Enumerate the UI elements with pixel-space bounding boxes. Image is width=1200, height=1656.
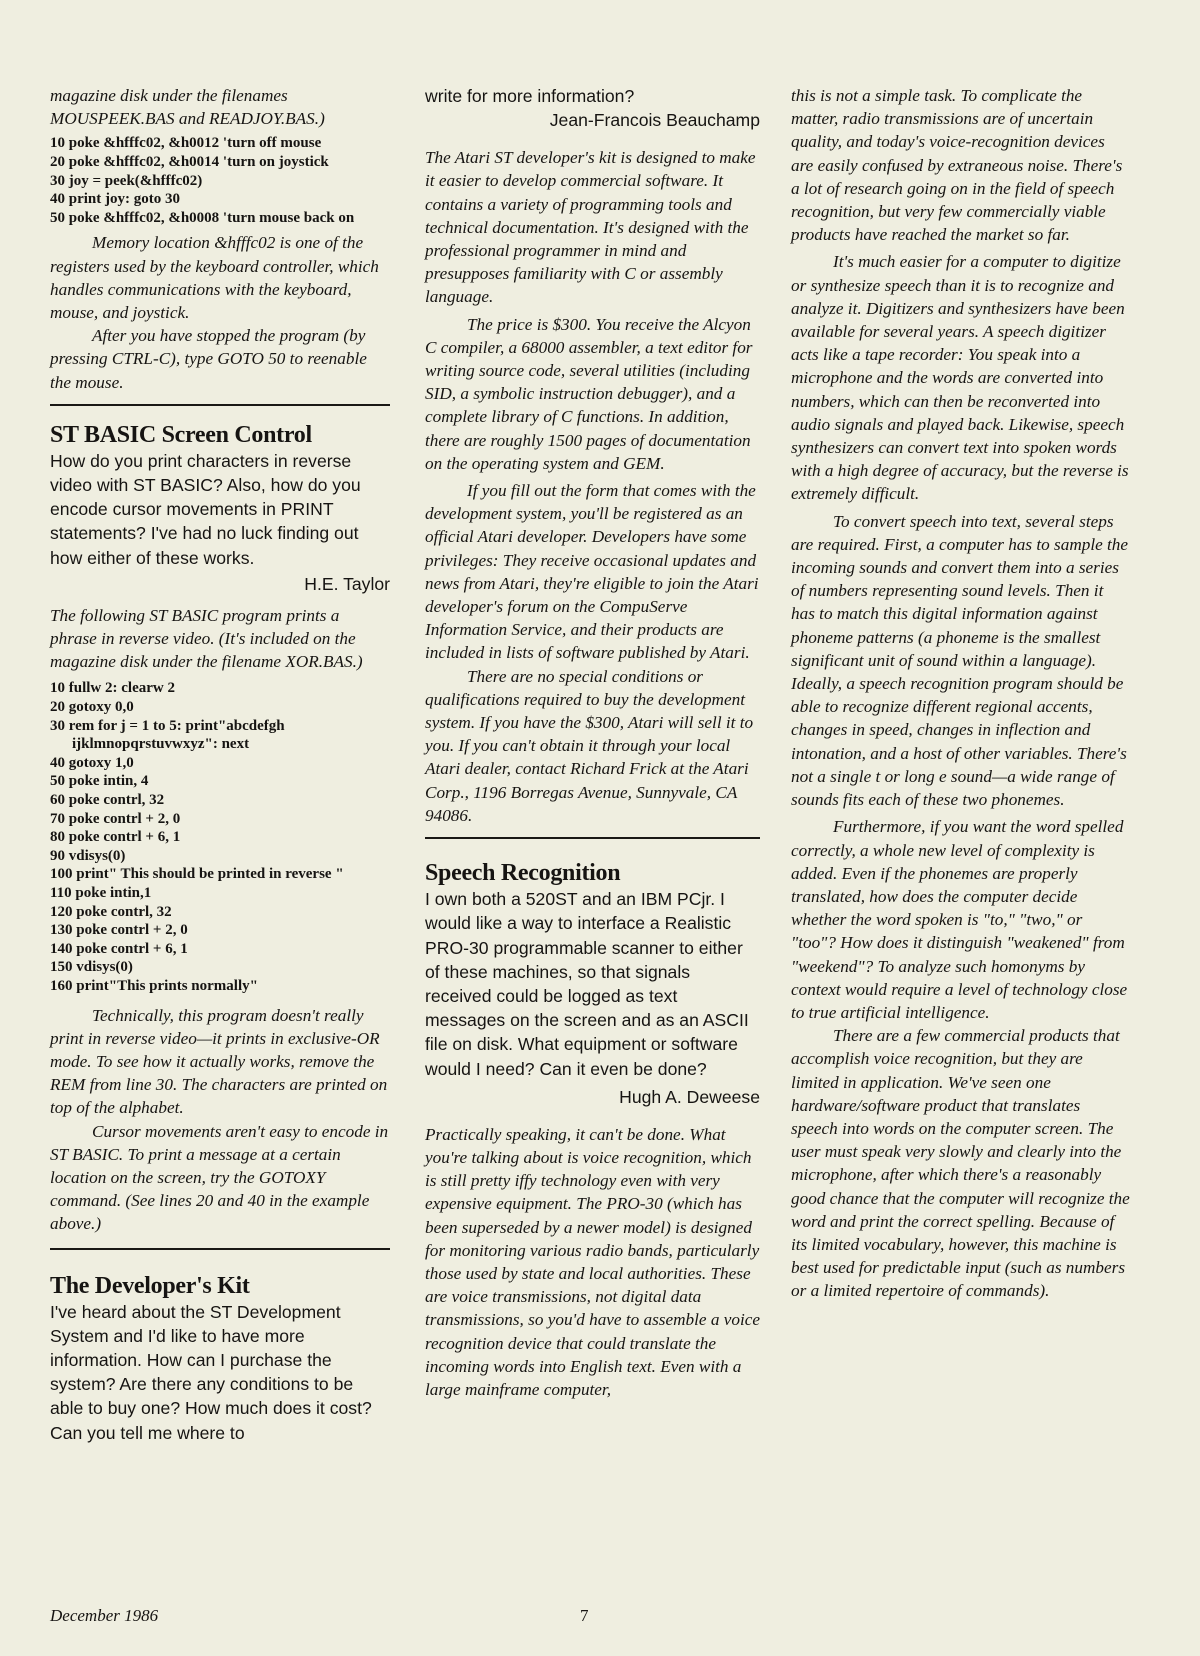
code-line: 30 joy = peek(&hfffc02): [50, 172, 203, 189]
column-1: [50, 84, 390, 1445]
section-divider: [50, 1248, 390, 1250]
code-line: 130 poke contrl + 2, 0: [50, 922, 188, 939]
code-line: 60 poke contrl, 32: [50, 791, 165, 808]
intro-text: magazine disk under the filenames MOUSPEEK.BAS and READJOY.BAS.): [50, 86, 325, 129]
code-line: 30 rem for j = 1 to 5: print"abcdefgh ijklmnopqrstuvwxyz": next: [50, 717, 285, 753]
section-divider: [50, 404, 390, 406]
reader-question-end: write for more information?: [425, 86, 635, 106]
code-line: 10 poke &hfffc02, &h0012 'turn off mouse: [50, 135, 322, 152]
paragraph: Cursor movements aren't easy to encode in ST BASIC. To print a message at a certain location on the screen, try the GOTOXY command. (See lines 20 and 40 in the example above.): [50, 1121, 389, 1234]
answer-paragraph: The Atari ST developer's kit is designed to make it easier to develop commercial software. It contains a variety of programming tools and technical documentation. It's designed with the professional programmer in mind and presupposes familiarity with C or assembly language.: [425, 148, 756, 307]
code-line: 80 poke contrl + 6, 1: [50, 829, 181, 846]
paragraph: There are no special conditions or qualifications required to buy the development system. If you have the $300, Atari will sell it to you. If you can't obtain it through your local Atari dealer, contact Richard Frick at the Atari Corp., 1196 Borregas Avenue, Sunnyvale, CA 94086.: [425, 666, 754, 825]
code-line: 50 poke &hfffc02, &h0008 'turn mouse back on: [50, 209, 355, 226]
code-line: 40 gotoxy 1,0: [50, 754, 134, 771]
reader-question: I've heard about the ST Development System and I'd like to have more information. How can I purchase the system? Are there any conditions to be able to buy one? How much does it cost? Can you tell me where to: [50, 1301, 372, 1443]
code-line: 140 poke contrl + 6, 1: [50, 940, 188, 957]
code-line: 120 poke contrl, 32: [50, 903, 172, 920]
paragraph: To convert speech into text, several steps are required. First, a computer has to sample the incoming sounds and convert them into a series of numbers representing sound levels. Then it has to match this digital information against phoneme patterns (a phoneme is the smallest significant unit of sound within a language). Ideally, a speech recognition program should be able to recognize different regional accents, changes in speed, changes in inflection and intonation, and a host of other variables. There's not a single t or long e sound—a wide range of sounds fits each of these two phonemes.: [791, 511, 1129, 810]
paragraph: Furthermore, if you want the word spelled correctly, a whole new level of complexity is added. Even if the phonemes are properly translated, how does the computer decide whether the word spoken is "to," "two," or "too"? How does it distinguish "weakened" from "weekend"? To analyze such homonyms by context would require a level of technology close to true artificial intelligence.: [791, 817, 1128, 1022]
paragraph: If you fill out the form that comes with the development system, you'll be registered as an official Atari developer. Developers have some privileges: They receive occasional updates and news from Atari, they're eligible to join the Atari developer's forum on the CompuServe Information Service, and their products are included in lists of software published by Atari.: [425, 481, 759, 663]
reader-question: I own both a 520ST and an IBM PCjr. I would like a way to interface a Realistic PRO-30 programmable scanner to either of these machines, so that signals received could be logged as text messages on the screen and as an ASCII file on disk. What equipment or software would I need? Can it even be done?: [425, 889, 749, 1079]
section-heading-developers-kit: The Developer's Kit: [50, 1272, 250, 1299]
code-line: 10 fullw 2: clearw 2: [50, 680, 175, 697]
code-line: 110 poke intin,1: [50, 884, 152, 901]
code-line: 40 print joy: goto 30: [50, 191, 180, 208]
question-signature: Hugh A. Deweese: [619, 1086, 760, 1107]
column-2: [425, 84, 760, 1401]
code-line: 160 print"This prints normally": [50, 977, 258, 994]
answer-paragraph: Practically speaking, it can't be done. What you're talking about is voice recognition, which is still pretty iffy technology even with very expensive equipment. The PRO-30 (which has been superseded by a newer model) is designed for monitoring various radio bands, particularly those used by state and local authorities. These are voice transmissions, not digital data transmissions, so you'd have to assemble a voice recognition device that could translate the incoming words into English text. Even with a large mainframe computer,: [425, 1124, 760, 1399]
code-line: 50 poke intin, 4: [50, 773, 149, 790]
answer-paragraph: The following ST BASIC program prints a phrase in reverse video. (It's included on the magazine disk under the filename XOR.BAS.): [50, 605, 363, 672]
paragraph: After you have stopped the program (by pressing CTRL-C), type GOTO 50 to reenable the mouse.: [50, 326, 367, 392]
section-heading-screen-control: ST BASIC Screen Control: [50, 421, 312, 448]
code-line: 150 vdisys(0): [50, 959, 133, 976]
code-line: 20 gotoxy 0,0: [50, 699, 134, 716]
paragraph: Memory location &hfffc02 is one of the registers used by the keyboard controller, which handles communications with the keyboard, mouse, and joystick.: [50, 233, 379, 322]
code-listing-mouse: [50, 134, 390, 227]
code-line: 20 poke &hfffc02, &h0014 'turn on joystick: [50, 154, 329, 170]
issue-date: December 1986: [50, 1606, 159, 1625]
paragraph: Technically, this program doesn't really print in reverse video—it prints in exclusive-OR mode. To see how it actually works, remove the REM from line 30. The characters are printed on top of the alphabet.: [50, 1005, 388, 1118]
paragraph: this is not a simple task. To complicate the matter, radio transmissions are of uncertain quality, and today's voice-recognition devices are easily confused by extraneous noise. There's a lot of research going on in the field of speech recognition, but very few commercially viable products have reached the market so far.: [791, 86, 1123, 245]
reader-question: How do you print characters in reverse video with ST BASIC? Also, how do you encode cursor movements in PRINT statements? I've had no luck finding out how either of these works.: [50, 450, 361, 568]
question-signature: H.E. Taylor: [304, 573, 390, 594]
code-line: 90 vdisys(0): [50, 847, 126, 864]
code-line: 100 print" This should be printed in reverse ": [50, 866, 344, 883]
code-line: 70 poke contrl + 2, 0: [50, 810, 181, 827]
paragraph: There are a few commercial products that accomplish voice recognition, but they are limited in application. We've seen one hardware/software product that translates speech into words on the computer screen. The user must speak very slowly and clearly into the microphone, after which there's a reasonably good chance that the computer will recognize the word and print the correct spelling. Because of its limited vocabulary, however, this machine is best used for predictable input (such as numbers or a limited repertoire of commands).: [791, 1026, 1130, 1301]
column-3: [791, 84, 1131, 1303]
page-number: 7: [580, 1606, 589, 1625]
question-signature: Jean-Francois Beauchamp: [549, 110, 760, 131]
section-heading-speech-recognition: Speech Recognition: [425, 860, 621, 887]
code-listing-xor: [50, 679, 390, 995]
section-divider: [425, 837, 760, 839]
paragraph: The price is $300. You receive the Alcyon C compiler, a 68000 assembler, a text editor for writing source code, several utilities (including SID, a symbolic instruction debugger), and a complete library of C functions. In addition, there are roughly 1500 pages of documentation on the operating system and GEM.: [425, 314, 753, 473]
paragraph: It's much easier for a computer to digitize or synthesize speech than it is to recognize and analyze it. Digitizers and synthesizers have been available for several years. A speech digitizer acts like a tape recorder: You speak into a microphone and the words are converted into numbers, which can then be reconverted into audio signals and played back. Likewise, speech synthesizers can convert text into spoken words with a high degree of accuracy, but the reverse is extremely difficult.: [791, 252, 1129, 504]
